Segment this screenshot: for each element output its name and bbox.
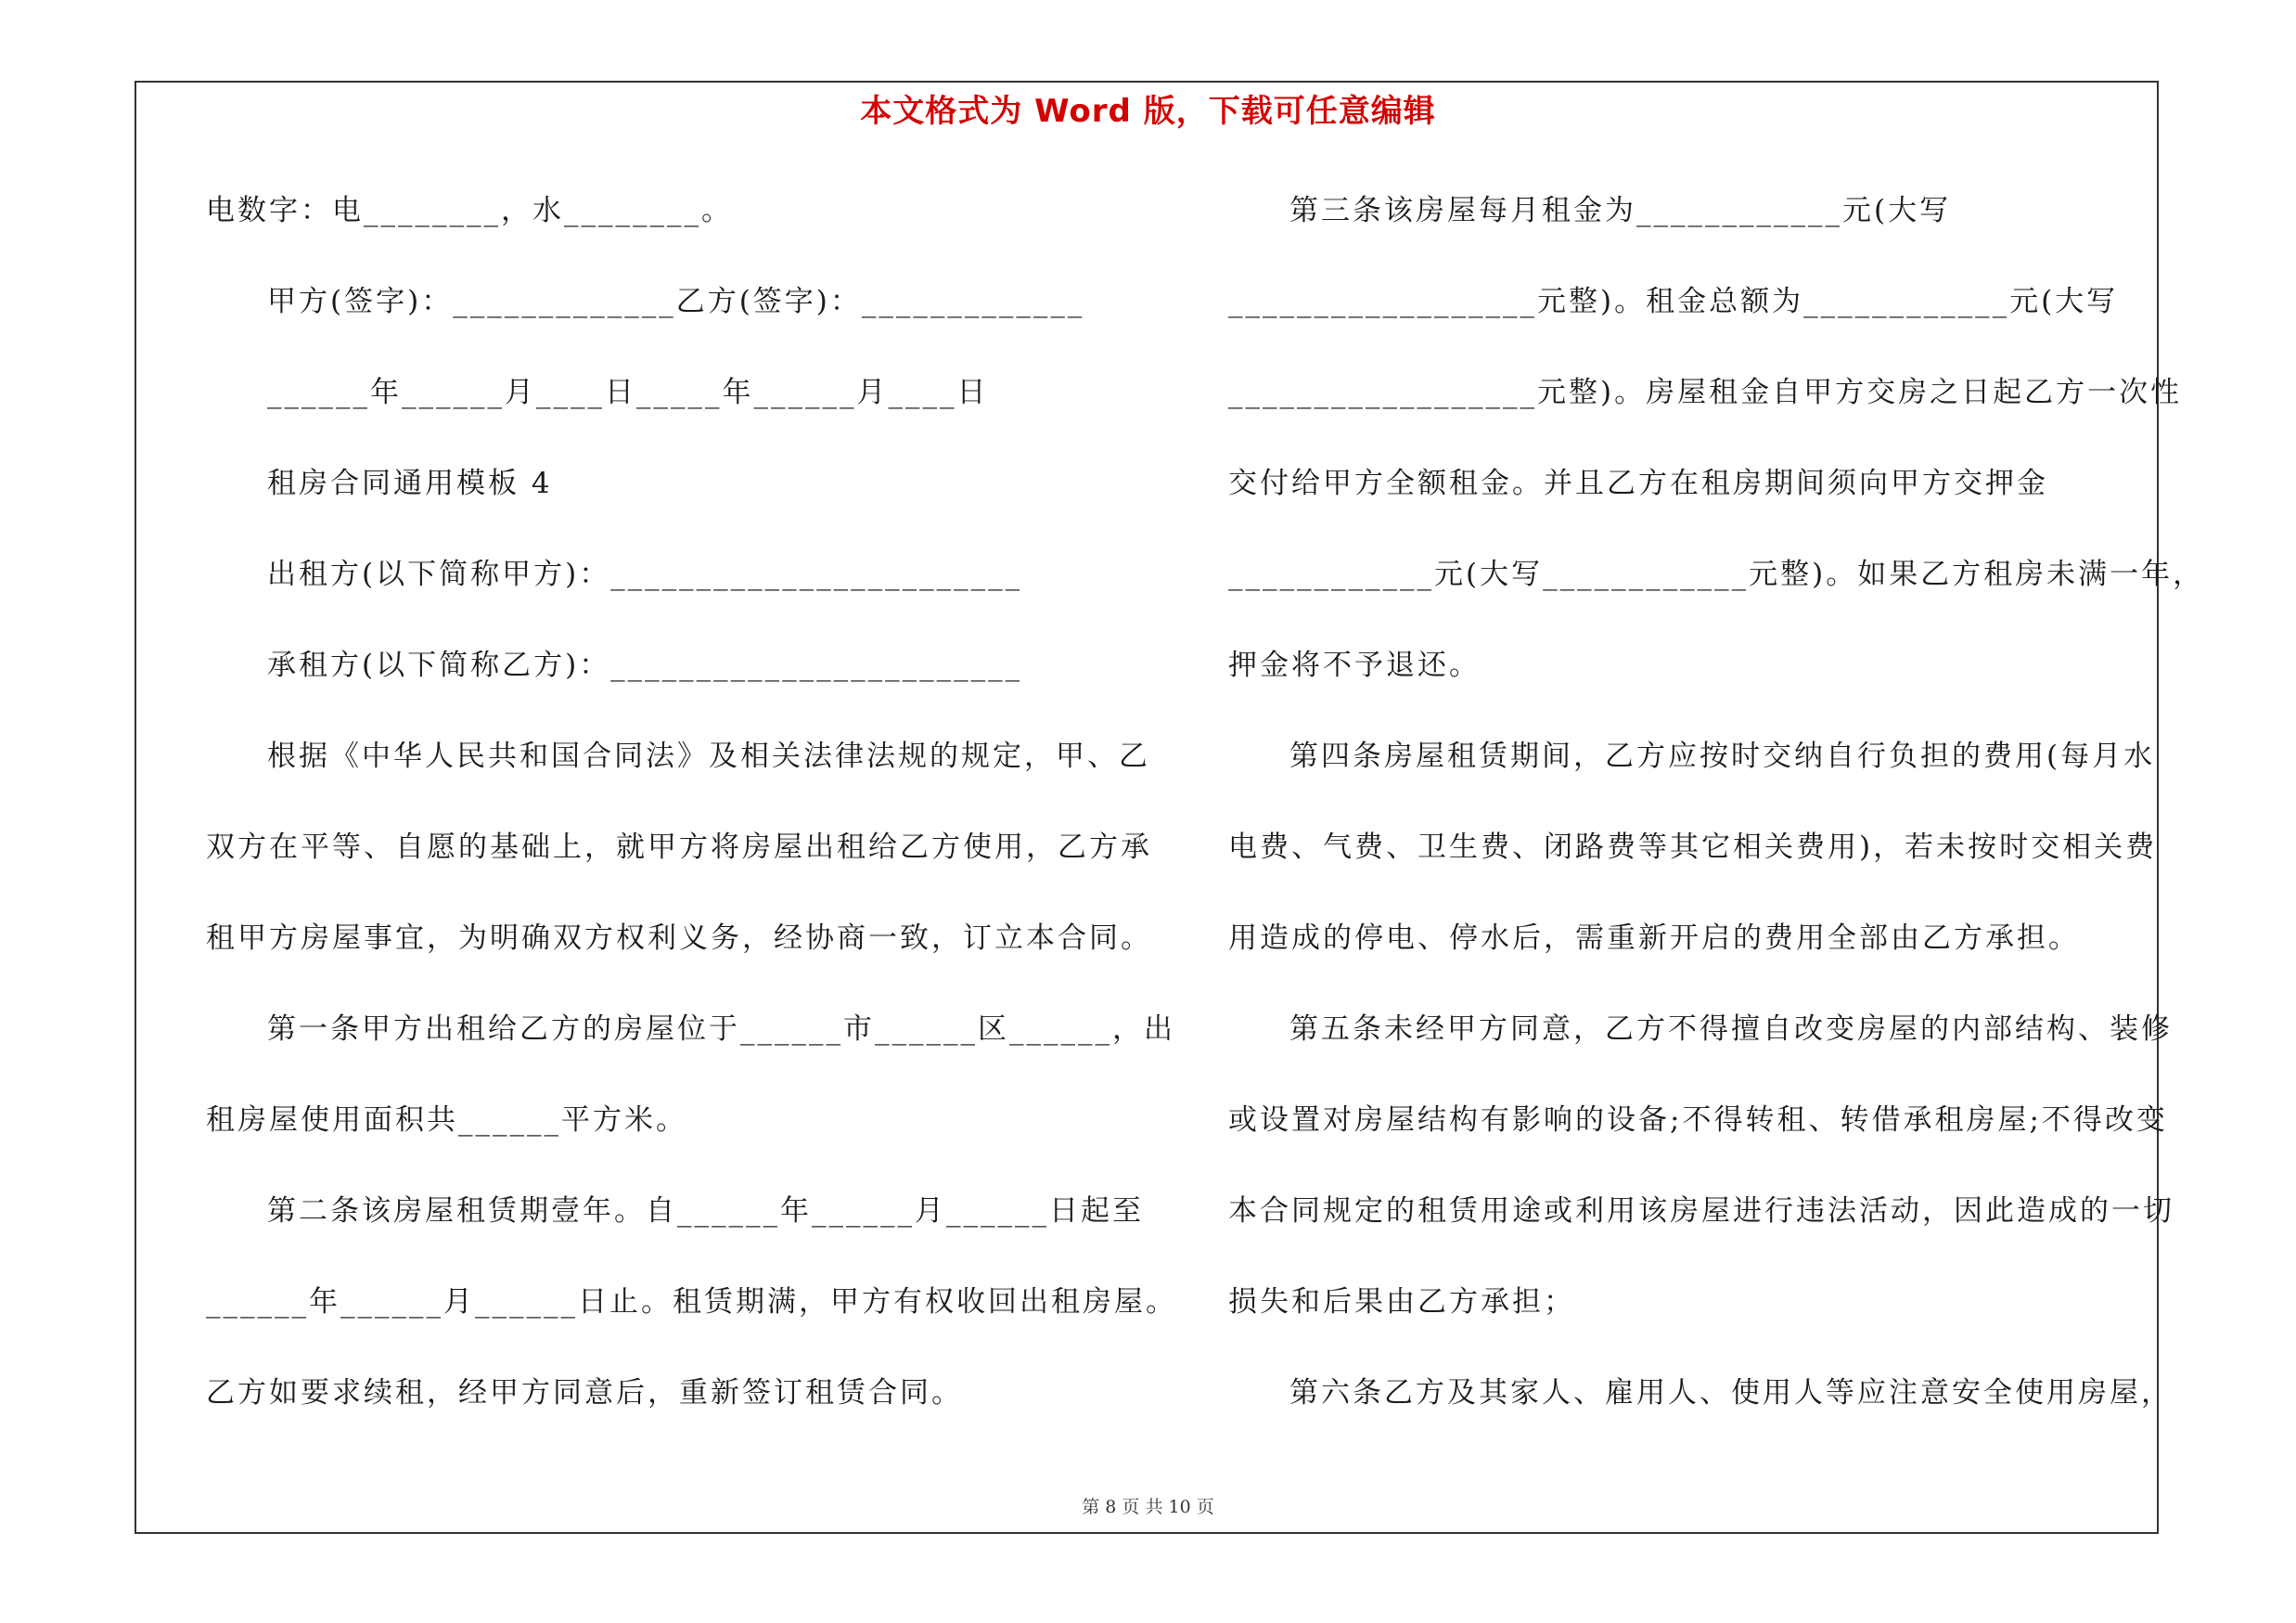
text-line: ______年______月____日_____年______月____日 [267,376,989,409]
right-column [1228,178,2205,1451]
page-footer: 第 8 页 共 10 页 [1082,1497,1214,1517]
text-line: 租房合同通用模板 4 [267,467,553,500]
text-line: 乙方如要求续租，经甲方同意后，重新签订租赁合同。 [206,1376,963,1410]
left-column [206,178,1177,1451]
text-line: 第一条甲方出租给乙方的房屋位于______市______区______，出 [267,1012,1175,1046]
text-line: 交付给甲方全额租金。并且乙方在租房期间须向甲方交押金 [1228,467,2048,500]
text-line: 第二条该房屋租赁期壹年。自______年______月______日起至 [267,1194,1144,1228]
text-line: 租甲方房屋事宜，为明确双方权利义务，经协商一致，订立本合同。 [206,921,1152,955]
text-line: 承租方(以下简称乙方)：________________________ [267,649,1023,682]
text-line: 根据《中华人民共和国合同法》及相关法律法规的规定，甲、乙 [267,740,1150,773]
text-line: 第四条房屋租赁期间，乙方应按时交纳自行负担的费用(每月水 [1289,740,2156,773]
text-line: 第三条该房屋每月租金为____________元(大写 [1289,194,1952,227]
text-line: 租房屋使用面积共______平方米。 [206,1103,687,1137]
text-line: 用造成的停电、停水后，需重新开启的费用全部由乙方承担。 [1228,921,2080,955]
text-line: 押金将不予退还。 [1228,649,1481,682]
text-line: 本合同规定的租赁用途或利用该房屋进行违法活动，因此造成的一切 [1228,1194,2174,1228]
text-line: 第五条未经甲方同意，乙方不得擅自改变房屋的内部结构、装修 [1289,1012,2173,1046]
text-line: __________________元整)。租金总额为____________元(大写 [1228,285,2119,318]
text-line: 电数字：电________，水________。 [206,194,733,227]
text-line: 甲方(签字)：_____________乙方(签字)：_____________ [267,285,1085,318]
text-line: __________________元整)。房屋租金自甲方交房之日起乙方一次性 [1228,376,2183,409]
text-line: 出租方(以下简称甲方)：________________________ [267,558,1023,591]
text-line: 或设置对房屋结构有影响的设备;不得转租、转借承租房屋;不得改变 [1228,1103,2168,1137]
text-line: 双方在平等、自愿的基础上，就甲方将房屋出租给乙方使用，乙方承 [206,831,1152,864]
text-line: ____________元(大写____________元整)。如果乙方租房未满一年， [1228,558,2205,591]
text-line: 第六条乙方及其家人、雇用人、使用人等应注意安全使用房屋， [1289,1376,2173,1410]
text-line: ______年______月______日止。租赁期满，甲方有权收回出租房屋。 [206,1285,1177,1319]
document-banner: 本文格式为 Word 版，下载可任意编辑 [860,93,1436,130]
text-line: 电费、气费、卫生费、闭路费等其它相关费用)，若未按时交相关费 [1228,831,2158,864]
text-line: 损失和后果由乙方承担； [1228,1285,1575,1319]
